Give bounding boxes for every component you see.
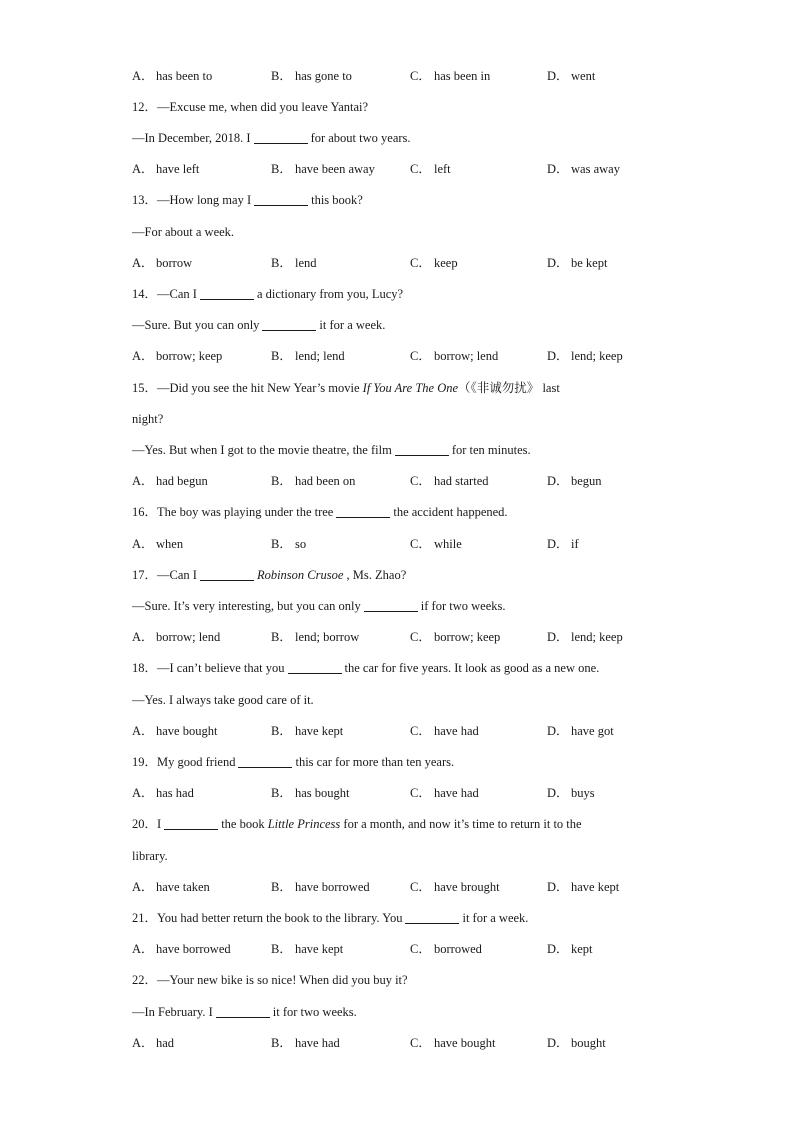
q22-reply: —In February. I it for two weeks.	[132, 1005, 357, 1019]
option-c: C． left	[410, 162, 451, 176]
answer-blank	[288, 661, 342, 674]
q13-options	[132, 253, 692, 273]
option-a: A． have borrowed	[132, 942, 231, 956]
q22-stem: 22．—Your new bike is so nice! When did you buy it?	[132, 973, 408, 987]
q14-stem: 14．—Can I a dictionary from you, Lucy?	[132, 287, 404, 301]
option-c: C． while	[410, 537, 462, 551]
answer-blank	[254, 193, 308, 206]
option-b: B． have kept	[271, 724, 344, 738]
option-a: A． has had	[132, 786, 194, 800]
option-d: D． be kept	[547, 256, 608, 270]
answer-blank	[200, 287, 254, 300]
option-d: D． buys	[547, 786, 595, 800]
q17-reply: —Sure. It’s very interesting, but you can only if for two weeks.	[132, 599, 506, 613]
answer-blank	[336, 505, 390, 518]
q16-options	[132, 534, 692, 554]
option-d: D． begun	[547, 474, 602, 488]
option-c: C． have had	[410, 724, 479, 738]
q18-stem: 18．—I can’t believe that you the car for five years. It look as good as a new one.	[132, 661, 600, 675]
option-a: A． had begun	[132, 474, 208, 488]
answer-blank	[164, 817, 218, 830]
q12-options	[132, 159, 692, 179]
answer-blank	[216, 1005, 270, 1018]
answer-blank	[254, 131, 308, 144]
q17-options	[132, 627, 692, 647]
answer-blank	[238, 755, 292, 768]
option-c: C． borrow; keep	[410, 630, 501, 644]
q13-reply: —For about a week.	[132, 225, 235, 239]
q14-options	[132, 346, 692, 366]
option-d: D． lend; keep	[547, 349, 623, 363]
option-d: D． was away	[547, 162, 620, 176]
option-d: D． if	[547, 537, 579, 551]
option-b: B． have borrowed	[271, 880, 370, 894]
q18-reply: —Yes. I always take good care of it.	[132, 693, 314, 707]
option-c: C． have had	[410, 786, 479, 800]
answer-blank	[200, 568, 254, 581]
option-d: D． kept	[547, 942, 593, 956]
option-d: D． lend; keep	[547, 630, 623, 644]
q15-stem: 15．—Did you see the hit New Year’s movie If You Are The One（《非诚勿扰》 last	[132, 381, 560, 395]
q14-reply: —Sure. But you can only it for a week.	[132, 318, 386, 332]
q19-options	[132, 783, 692, 803]
option-c: C． have bought	[410, 1036, 496, 1050]
q20-stem-cont: library.	[132, 849, 168, 863]
option-b: B． so	[271, 537, 307, 551]
option-b: B． had been on	[271, 474, 356, 488]
q13-stem: 13．—How long may I this book?	[132, 193, 363, 207]
option-b: B． lend	[271, 256, 317, 270]
q20-options	[132, 877, 692, 897]
q15-options	[132, 471, 692, 491]
answer-blank	[364, 599, 418, 612]
option-b: B． lend; lend	[271, 349, 345, 363]
q21-options	[132, 939, 692, 959]
option-b: B． have been away	[271, 162, 375, 176]
option-d: D． went	[547, 69, 596, 83]
option-a: A． has been to	[132, 69, 213, 83]
option-a: A． had	[132, 1036, 175, 1050]
option-c: C． had started	[410, 474, 489, 488]
q22-options	[132, 1033, 692, 1053]
option-c: C． borrowed	[410, 942, 482, 956]
q19-stem: 19．My good friend this car for more than ten years.	[132, 755, 455, 769]
option-a: A． borrow	[132, 256, 193, 270]
q18-options	[132, 721, 692, 741]
option-c: C． has been in	[410, 69, 491, 83]
option-a: A． have bought	[132, 724, 218, 738]
q15-reply: —Yes. But when I got to the movie theatre, the film for ten minutes.	[132, 443, 531, 457]
answer-blank	[405, 911, 459, 924]
q21-stem: 21．You had better return the book to the library. You it for a week.	[132, 911, 529, 925]
option-a: A． borrow; keep	[132, 349, 223, 363]
option-c: C． have brought	[410, 880, 500, 894]
q12-stem: 12．—Excuse me, when did you leave Yantai?	[132, 100, 369, 114]
option-a: A． have taken	[132, 880, 210, 894]
option-b: B． have kept	[271, 942, 344, 956]
option-a: A． have left	[132, 162, 200, 176]
option-c: C． borrow; lend	[410, 349, 499, 363]
q16-stem: 16．The boy was playing under the tree the accident happened.	[132, 505, 508, 519]
q12-reply: —In December, 2018. I for about two years.	[132, 131, 411, 145]
option-b: B． have had	[271, 1036, 340, 1050]
option-b: B． lend; borrow	[271, 630, 360, 644]
option-d: D． have kept	[547, 880, 620, 894]
q17-stem: 17．—Can I Robinson Crusoe , Ms. Zhao?	[132, 568, 407, 582]
answer-blank	[395, 443, 449, 456]
option-d: D． bought	[547, 1036, 606, 1050]
option-c: C． keep	[410, 256, 458, 270]
option-a: A． borrow; lend	[132, 630, 221, 644]
q15-stem-cont: night?	[132, 412, 164, 426]
answer-blank	[262, 318, 316, 331]
option-d: D． have got	[547, 724, 614, 738]
option-b: B． has gone to	[271, 69, 352, 83]
option-a: A． when	[132, 537, 184, 551]
option-b: B． has bought	[271, 786, 350, 800]
q20-stem: 20．I the book Little Princess for a month, and now it’s time to return it to the	[132, 817, 582, 831]
q11-options	[132, 66, 692, 86]
